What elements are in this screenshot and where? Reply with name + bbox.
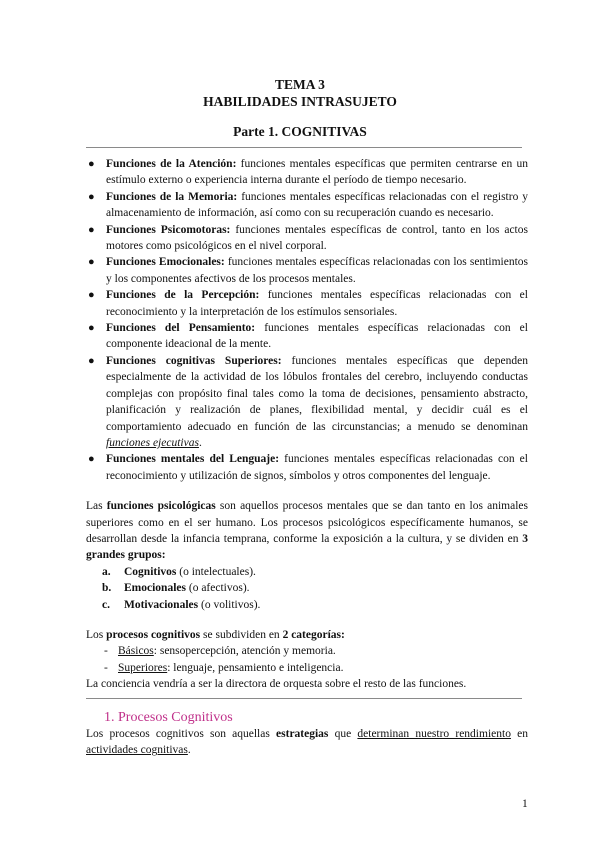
psych-groups-list bbox=[86, 564, 528, 613]
executive-functions-term: funciones ejecutivas bbox=[106, 436, 199, 449]
list-item: ● Funciones de la Memoria: funciones mentales específicas relacionadas con el registro y almacenamiento de información, así como con su recuperación cuando es necesario. bbox=[88, 190, 529, 220]
bullet-icon: ● bbox=[88, 453, 95, 466]
topic-title: TEMA 3 bbox=[275, 77, 325, 92]
list-item: c. Motivacionales (o volitivos). bbox=[102, 598, 261, 611]
page-number: 1 bbox=[522, 798, 528, 810]
bullet-icon: ● bbox=[88, 223, 95, 236]
section-paragraph: Los procesos cognitivos son aquellas estrategias que determinan nuestro rendimiento en actividades cognitivas. bbox=[86, 728, 529, 757]
bullet-icon: ● bbox=[88, 289, 95, 302]
conclusion-text: La conciencia vendría a ser la directora de orquesta sobre el resto de las funciones. bbox=[86, 678, 467, 691]
part-title: Parte 1. COGNITIVAS bbox=[233, 124, 367, 139]
bullet-icon: ● bbox=[88, 322, 95, 335]
list-item: - Superiores: lenguaje, pensamiento e inteligencia. bbox=[104, 661, 344, 674]
list-item: ● Funciones de la Percepción: funciones mentales específicas relacionadas con el reconocimiento y la interpretación de los estímulos sensoriales. bbox=[88, 289, 528, 318]
section-heading: 1. Procesos Cognitivos bbox=[104, 710, 233, 725]
topic-subtitle: HABILIDADES INTRASUJETO bbox=[203, 94, 397, 109]
bullet-icon: ● bbox=[88, 256, 95, 269]
main-content bbox=[86, 156, 528, 693]
cognitive-paragraph: Los procesos cognitivos se subdividen en 2 categorías: bbox=[86, 628, 345, 641]
list-item: ● Funciones mentales del Lenguaje: funciones mentales específicas relacionadas con el reconocimiento y utilización de signos, símbolos y otros componentes del lenguaje. bbox=[88, 453, 528, 482]
functions-list bbox=[86, 156, 528, 484]
bullet-icon: ● bbox=[88, 354, 95, 367]
list-item: ● Funciones Psicomotoras: funciones mentales específicas de control, tanto en los actos motores como psicológicos en el nivel corporal. bbox=[88, 223, 528, 253]
list-item: ● Funciones de la Atención: funciones mentales específicas que permiten centrarse en un estímulo externo o experiencia interna durante el período de tiempo necesario. bbox=[88, 158, 528, 187]
list-item: b. Emocionales (o afectivos). bbox=[102, 582, 250, 595]
list-item: ● Funciones Emocionales: funciones mentales específicas relacionadas con los sentimientos y los componentes afectivos de los procesos mentales. bbox=[88, 256, 528, 285]
title-block bbox=[0, 76, 600, 140]
list-item: a. Cognitivos (o intelectuales). bbox=[102, 565, 256, 578]
divider-top bbox=[86, 147, 522, 148]
cognitive-categories-list bbox=[86, 643, 528, 676]
bullet-icon: ● bbox=[88, 158, 95, 170]
psych-paragraph: Las funciones psicológicas son aquellos procesos mentales que se dan tanto en los animales superiores como en el ser humano. Los procesos psicológicos específicamente humanos, se desarrollan desde la infancia temprana, conforme la exposición a la cultura, y se dividen en 3 grandes grupos: bbox=[86, 500, 528, 562]
list-item: ● Funciones cognitivas Superiores: funciones mentales específicas que dependen especialmente de la actividad de los lóbulos frontales del cerebro, incluyendo conductas complejas con propósito final tales como la toma de decisiones, pensamiento abstracto, planificación y realización de planes, flexibilidad mental, y decidir cuál es el comportamiento adecuado en función de las circunstancias; a menudo se denominan funciones ejecutivas. bbox=[88, 354, 528, 449]
list-item: ● Funciones del Pensamiento: funciones mentales específicas relacionadas con el componente ideacional de la mente. bbox=[88, 322, 528, 351]
bullet-icon: ● bbox=[88, 190, 95, 203]
divider-section bbox=[86, 698, 522, 699]
list-item: - Básicos: sensopercepción, atención y memoria. bbox=[104, 645, 336, 658]
